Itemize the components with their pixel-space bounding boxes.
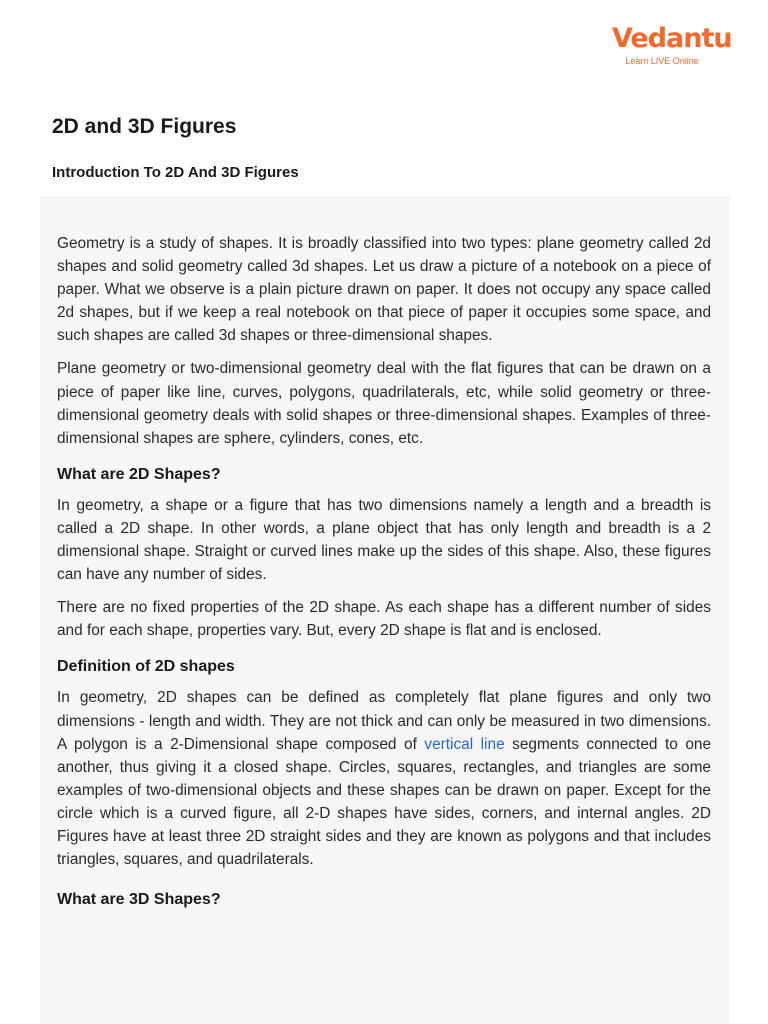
- logo-tagline: Learn LIVE Online: [625, 56, 699, 66]
- definition-text-before-link: In geometry, 2D shapes can be defined as completely flat plane figures and only two dimensions - length and width. They are not thick and can only be measured in two dimensions. A polygon is a 2-Dimensional shape composed of: [57, 689, 711, 753]
- page-subtitle: Introduction To 2D And 3D Figures: [52, 164, 299, 181]
- section-heading-3d-shapes: What are 3D Shapes?: [57, 891, 221, 909]
- section-heading-2d-shapes: What are 2D Shapes?: [57, 465, 221, 483]
- intro-paragraph-1: Geometry is a study of shapes. It is broadly classified into two types: plane geometry called 2d shapes and solid geometry called 3d shapes. Let us draw a picture of a notebook on a piece of paper. What we observe is a plain picture drawn on paper. It does not occupy any space called 2d shapes, but if we keep a real notebook on that piece of paper it occupies some space, and such shapes are called 3d shapes or three-dimensional shapes.: [57, 235, 711, 345]
- article-body: [57, 232, 711, 919]
- section-heading-definition: Definition of 2D shapes: [57, 658, 235, 676]
- page-title: 2D and 3D Figures: [52, 115, 237, 138]
- section-2d-paragraph-1: In geometry, a shape or a figure that has two dimensions namely a length and a breadth is called a 2D shape. In other words, a plane object that has only length and breadth is a 2 dimensional shape. Straight or curved lines make up the sides of this shape. Also, these figures can have any number of sides.: [57, 496, 711, 584]
- vertical-line-link[interactable]: vertical line: [424, 735, 505, 753]
- logo-wordmark: Vedantu: [612, 23, 732, 54]
- definition-paragraph: [57, 686, 711, 871]
- definition-text-after-link: segments connected to one another, thus giving it a closed shape. Circles, squares, rectangles, and triangles are some examples of two-dimensional objects and these shapes can be drawn on paper. Except for the circle which is a curved figure, all 2-D shapes have sides, corners, and internal angles. 2D Figures have at least three 2D straight sides and they are known as polygons and that includes triangles, squares, and quadrilaterals.: [57, 735, 712, 869]
- section-2d-paragraph-2: There are no fixed properties of the 2D shape. As each shape has a different number of sides and for each shape, properties vary. But, every 2D shape is flat and is enclosed.: [57, 599, 711, 640]
- vedantu-logo[interactable]: [612, 23, 732, 66]
- intro-paragraph-2: Plane geometry or two-dimensional geometry deal with the flat figures that can be drawn on a piece of paper like line, curves, polygons, quadrilaterals, etc, while solid geometry or three-dimensional geometry deals with solid shapes or three-dimensional shapes. Examples of three-dimensional shapes are sphere, cylinders, cones, etc.: [57, 360, 711, 447]
